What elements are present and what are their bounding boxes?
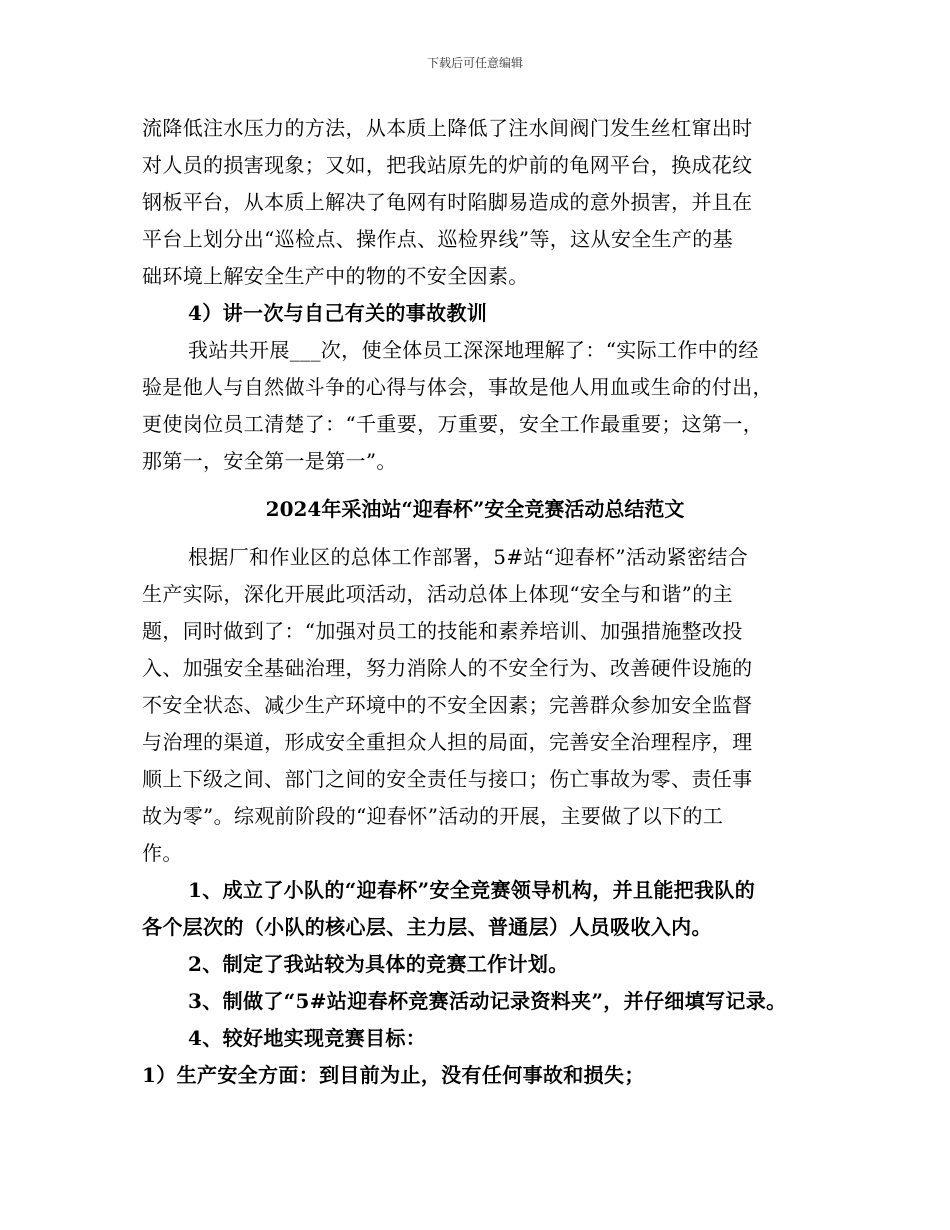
list-item: 3、制做了“5#站迎春杯竞赛活动记录资料夹”，并仔细填写记录。 <box>188 989 787 1013</box>
paragraph-line: 根据厂和作业区的总体工作部署，5#站“迎春杯”活动紧密结合 <box>188 545 749 569</box>
paragraph-line: 础环境上解安全生产中的物的不安全因素。 <box>142 264 529 288</box>
paragraph-line: 平台上划分出“巡检点、操作点、巡检界线”等，这从安全生产的基 <box>142 227 733 251</box>
list-item: 2、制定了我站较为具体的竞赛工作计划。 <box>188 952 569 976</box>
list-item: 各个层次的（小队的核心层、主力层、普通层）人员吸收入内。 <box>142 915 712 939</box>
paragraph-line: 对人员的损害现象；又如，把我站原先的炉前的龟网平台，换成花纹 <box>142 153 753 177</box>
paragraph-line: 题，同时做到了：“加强对员工的技能和素养培训、加强措施整改投 <box>142 619 743 643</box>
document-title: 2024年采油站“迎春杯”安全竞赛活动总结范文 <box>265 497 685 521</box>
paragraph-line: 那第一，安全第一是第一”。 <box>142 449 397 473</box>
paragraph-line: 我站共开展___次，使全体员工深深地理解了：“实际工作中的经 <box>188 338 759 362</box>
paragraph-line: 生产实际，深化开展此项活动，活动总体上体现“安全与和谐”的主 <box>142 582 733 606</box>
paragraph-line: 顺上下级之间、部门之间的安全责任与接口；伤亡事故为零、责任事 <box>142 767 753 791</box>
paragraph-line: 作。 <box>142 841 183 865</box>
list-item: 1）生产安全方面：到目前为止，没有任何事故和损失； <box>142 1063 645 1087</box>
paragraph-line: 故为零”。综观前阶段的“迎春怀”活动的开展，主要做了以下的工 <box>142 804 724 828</box>
paragraph-line: 与治理的渠道，形成安全重担众人担的局面，完善安全治理程序，理 <box>142 730 753 754</box>
page-header: 下载后可任意编辑 <box>426 56 523 70</box>
paragraph-line: 流降低注水压力的方法，从本质上降低了注水间阀门发生丝杠窜出时 <box>142 116 753 140</box>
list-item: 1、成立了小队的“迎春杯”安全竞赛领导机构，并且能把我队的 <box>188 878 756 902</box>
paragraph-line: 钢板平台，从本质上解决了龟网有时陷脚易造成的意外损害，并且在 <box>142 190 753 214</box>
paragraph-line: 更使岗位员工清楚了：“千重要，万重要，安全工作最重要；这第一， <box>142 412 764 436</box>
paragraph-line: 验是他人与自然做斗争的心得与体会，事故是他人用血或生命的付出， <box>142 375 773 399</box>
paragraph-line: 入、加强安全基础治理，努力消除人的不安全行为、改善硬件设施的 <box>142 656 753 680</box>
section-heading: 4）讲一次与自己有关的事故教训 <box>188 301 488 325</box>
list-item: 4、较好地实现竞赛目标： <box>188 1026 427 1050</box>
paragraph-line: 不安全状态、减少生产环境中的不安全因素；完善群众参加安全监督 <box>142 693 753 717</box>
